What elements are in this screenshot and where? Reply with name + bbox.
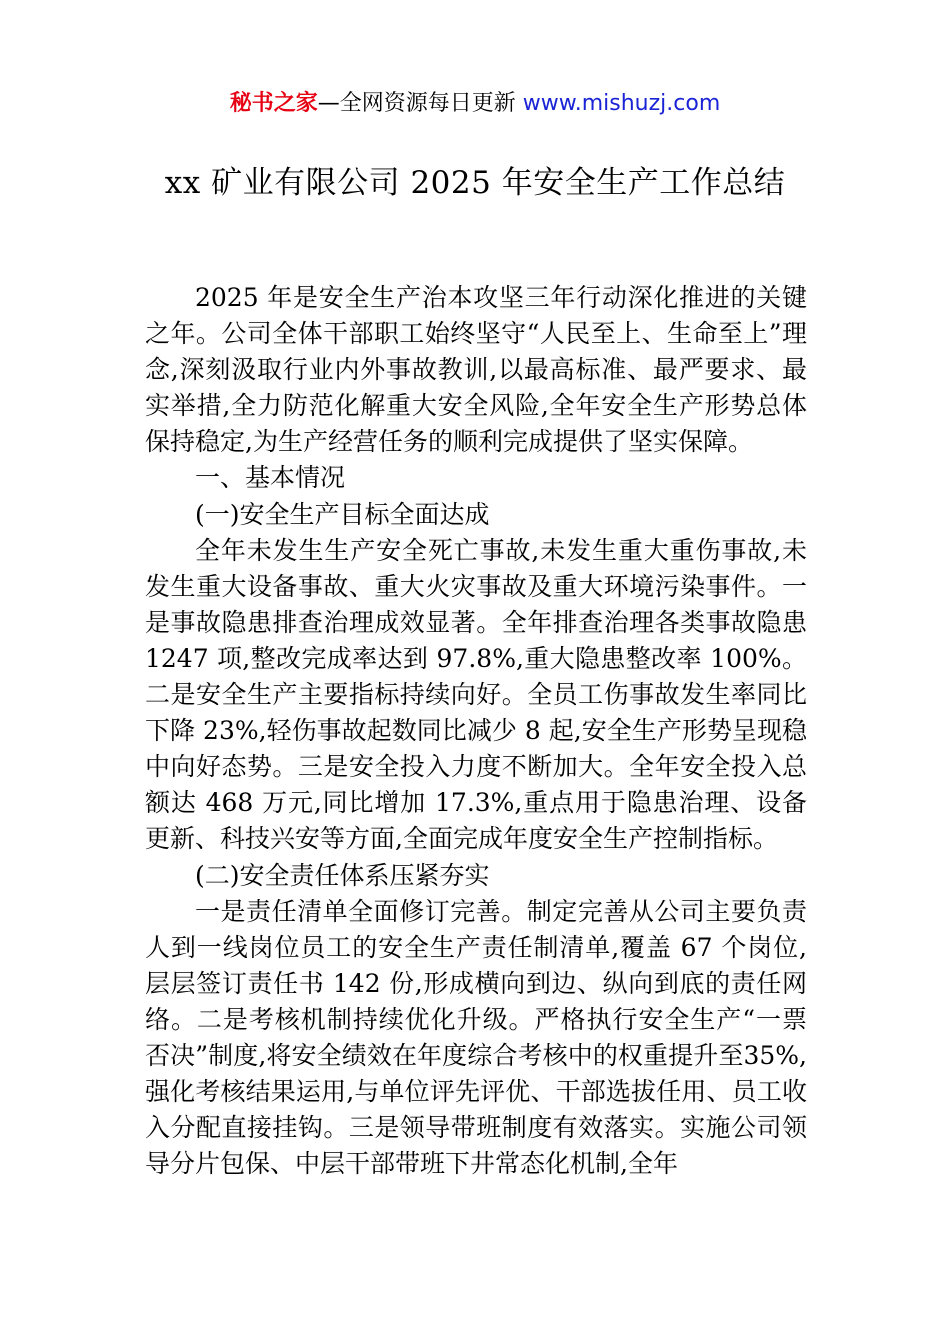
intro-paragraph: 2025 年是安全生产治本攻坚三年行动深化推进的关键之年。公司全体干部职工始终坚守“人民至上、生命至上”理念,深刻汲取行业内外事故教训,以最高标准、最严要求、最实举措,全力防范化解重大安全风险,全年安全生产形势总体保持稳定,为生产经营任务的顺利完成提供了坚实保障。 <box>145 283 807 457</box>
site-header <box>0 88 950 120</box>
body-paragraph: 全年未发生生产安全死亡事故,未发生重大重伤事故,未发生重大设备事故、重大火灾事故及重大环境污染事件。一是事故隐患排查治理成效显著。全年排查治理各类事故隐患 1247 项,整改完成率达到 97.8%,重大隐患整改率 100%。二是安全生产主要指标持续向好。全员工伤事故发生率同比下降 23%,轻伤事故起数同比减少 8 起,安全生产形势呈现稳中向好态势。三是安全投入力度不断加大。全年安全投入总额达 468 万元,同比增加 17.3%,重点用于隐患治理、设备更新、科技兴安等方面,全面完成年度安全生产控制指标。 <box>145 535 807 854</box>
body-paragraph: 一是责任清单全面修订完善。制定完善从公司主要负责人到一线岗位员工的安全生产责任制清单,覆盖 67 个岗位,层层签订责任书 142 份,形成横向到边、纵向到底的责任网络。二是考核机制持续优化升级。严格执行安全生产“一票否决”制度,将安全绩效在年度综合考核中的权重提升至35%,强化考核结果运用,与单位评先评优、干部选拔任用、员工收入分配直接挂钩。三是领导带班制度有效落实。实施公司领导分片包保、中层干部带班下井常态化机制,全年 <box>145 896 807 1179</box>
document-title: xx 矿业有限公司 2025 年安全生产工作总结 <box>164 165 786 201</box>
document-body <box>145 280 807 1182</box>
site-url-link[interactable]: www.mishuzj.com <box>522 91 721 116</box>
subsection-heading-responsibility: (二)安全责任体系压紧夯实 <box>195 860 490 890</box>
brand-name: 秘书之家 <box>229 91 318 116</box>
section-heading-basic-situation: 一、基本情况 <box>195 463 346 493</box>
header-tagline: —全网资源每日更新 <box>317 91 523 116</box>
subsection-heading-targets: (一)安全生产目标全面达成 <box>195 499 490 529</box>
